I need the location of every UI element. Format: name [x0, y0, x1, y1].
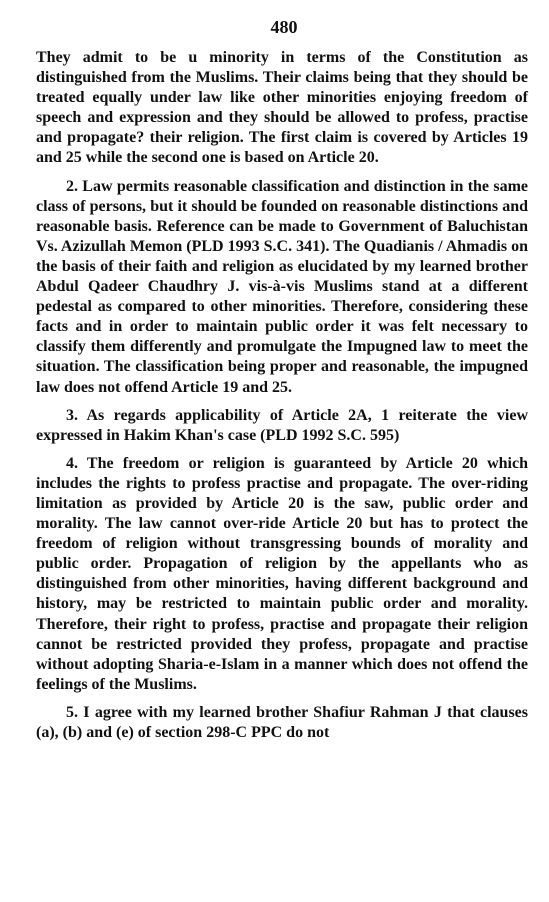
paragraph-4: 4. The freedom or religion is guaranteed by Article 20 which includes the rights to profess practise and propagate. The over-riding limitation as provided by Article 20 is the saw, public order and morality. The law cannot over-ride Article 20 but has to protect the freedom of religion without transgressing bounds of morality and public order. Propagation of religion by the appellants who as distinguished from other minorities, having different background and history, may be restricted to maintain public order and morality. Therefore, their right to profess, practise and propagate their religion cannot be restricted provided they profess, propagate and practise without adopting Sharia-e-Islam in a manner which does not offend the feelings of the Muslims. — [36, 454, 528, 693]
paragraph-2: 2. Law permits reasonable classification and distinction in the same class of persons, but it should be founded on reasonable distinctions and reasonable basis. Reference can be made to Government of Baluchistan Vs. Azizullah Memon (PLD 1993 S.C. 341). The Quadianis / Ahmadis on the basis of their faith and religion as elucidated by my learned brother Abdul Qadeer Chaudhry J. vis-à-vis Muslims stand at a different pedestal as compared to other minorities. Therefore, considering these facts and in order to maintain public order it was felt necessary to classify them differently and promulgate the Impugned law to meet the situation. The classification being proper and reasonable, the impugned law does not offend Article 19 and 25. — [36, 177, 528, 396]
paragraph-3: 3. As regards applicability of Article 2A, 1 reiterate the view expressed in Hakim Khan's case (PLD 1992 S.C. 595) — [36, 406, 528, 444]
paragraph-intro: They admit to be u minority in terms of the Constitution as distinguished from the Muslims. Their claims being that they should be treated equally under law like other minorities enjoying freedom of speech and expression and they should be allowed to profess, practise and propagate? their religion. The first claim is covered by Articles 19 and 25 while the second one is based on Article 20. — [36, 49, 528, 167]
paragraph-5: 5. I agree with my learned brother Shafiur Rahman J that clauses (a), (b) and (e) of section 298-C PPC do not — [36, 703, 528, 741]
document-page — [36, 14, 528, 743]
page-number: 480 — [270, 17, 298, 37]
